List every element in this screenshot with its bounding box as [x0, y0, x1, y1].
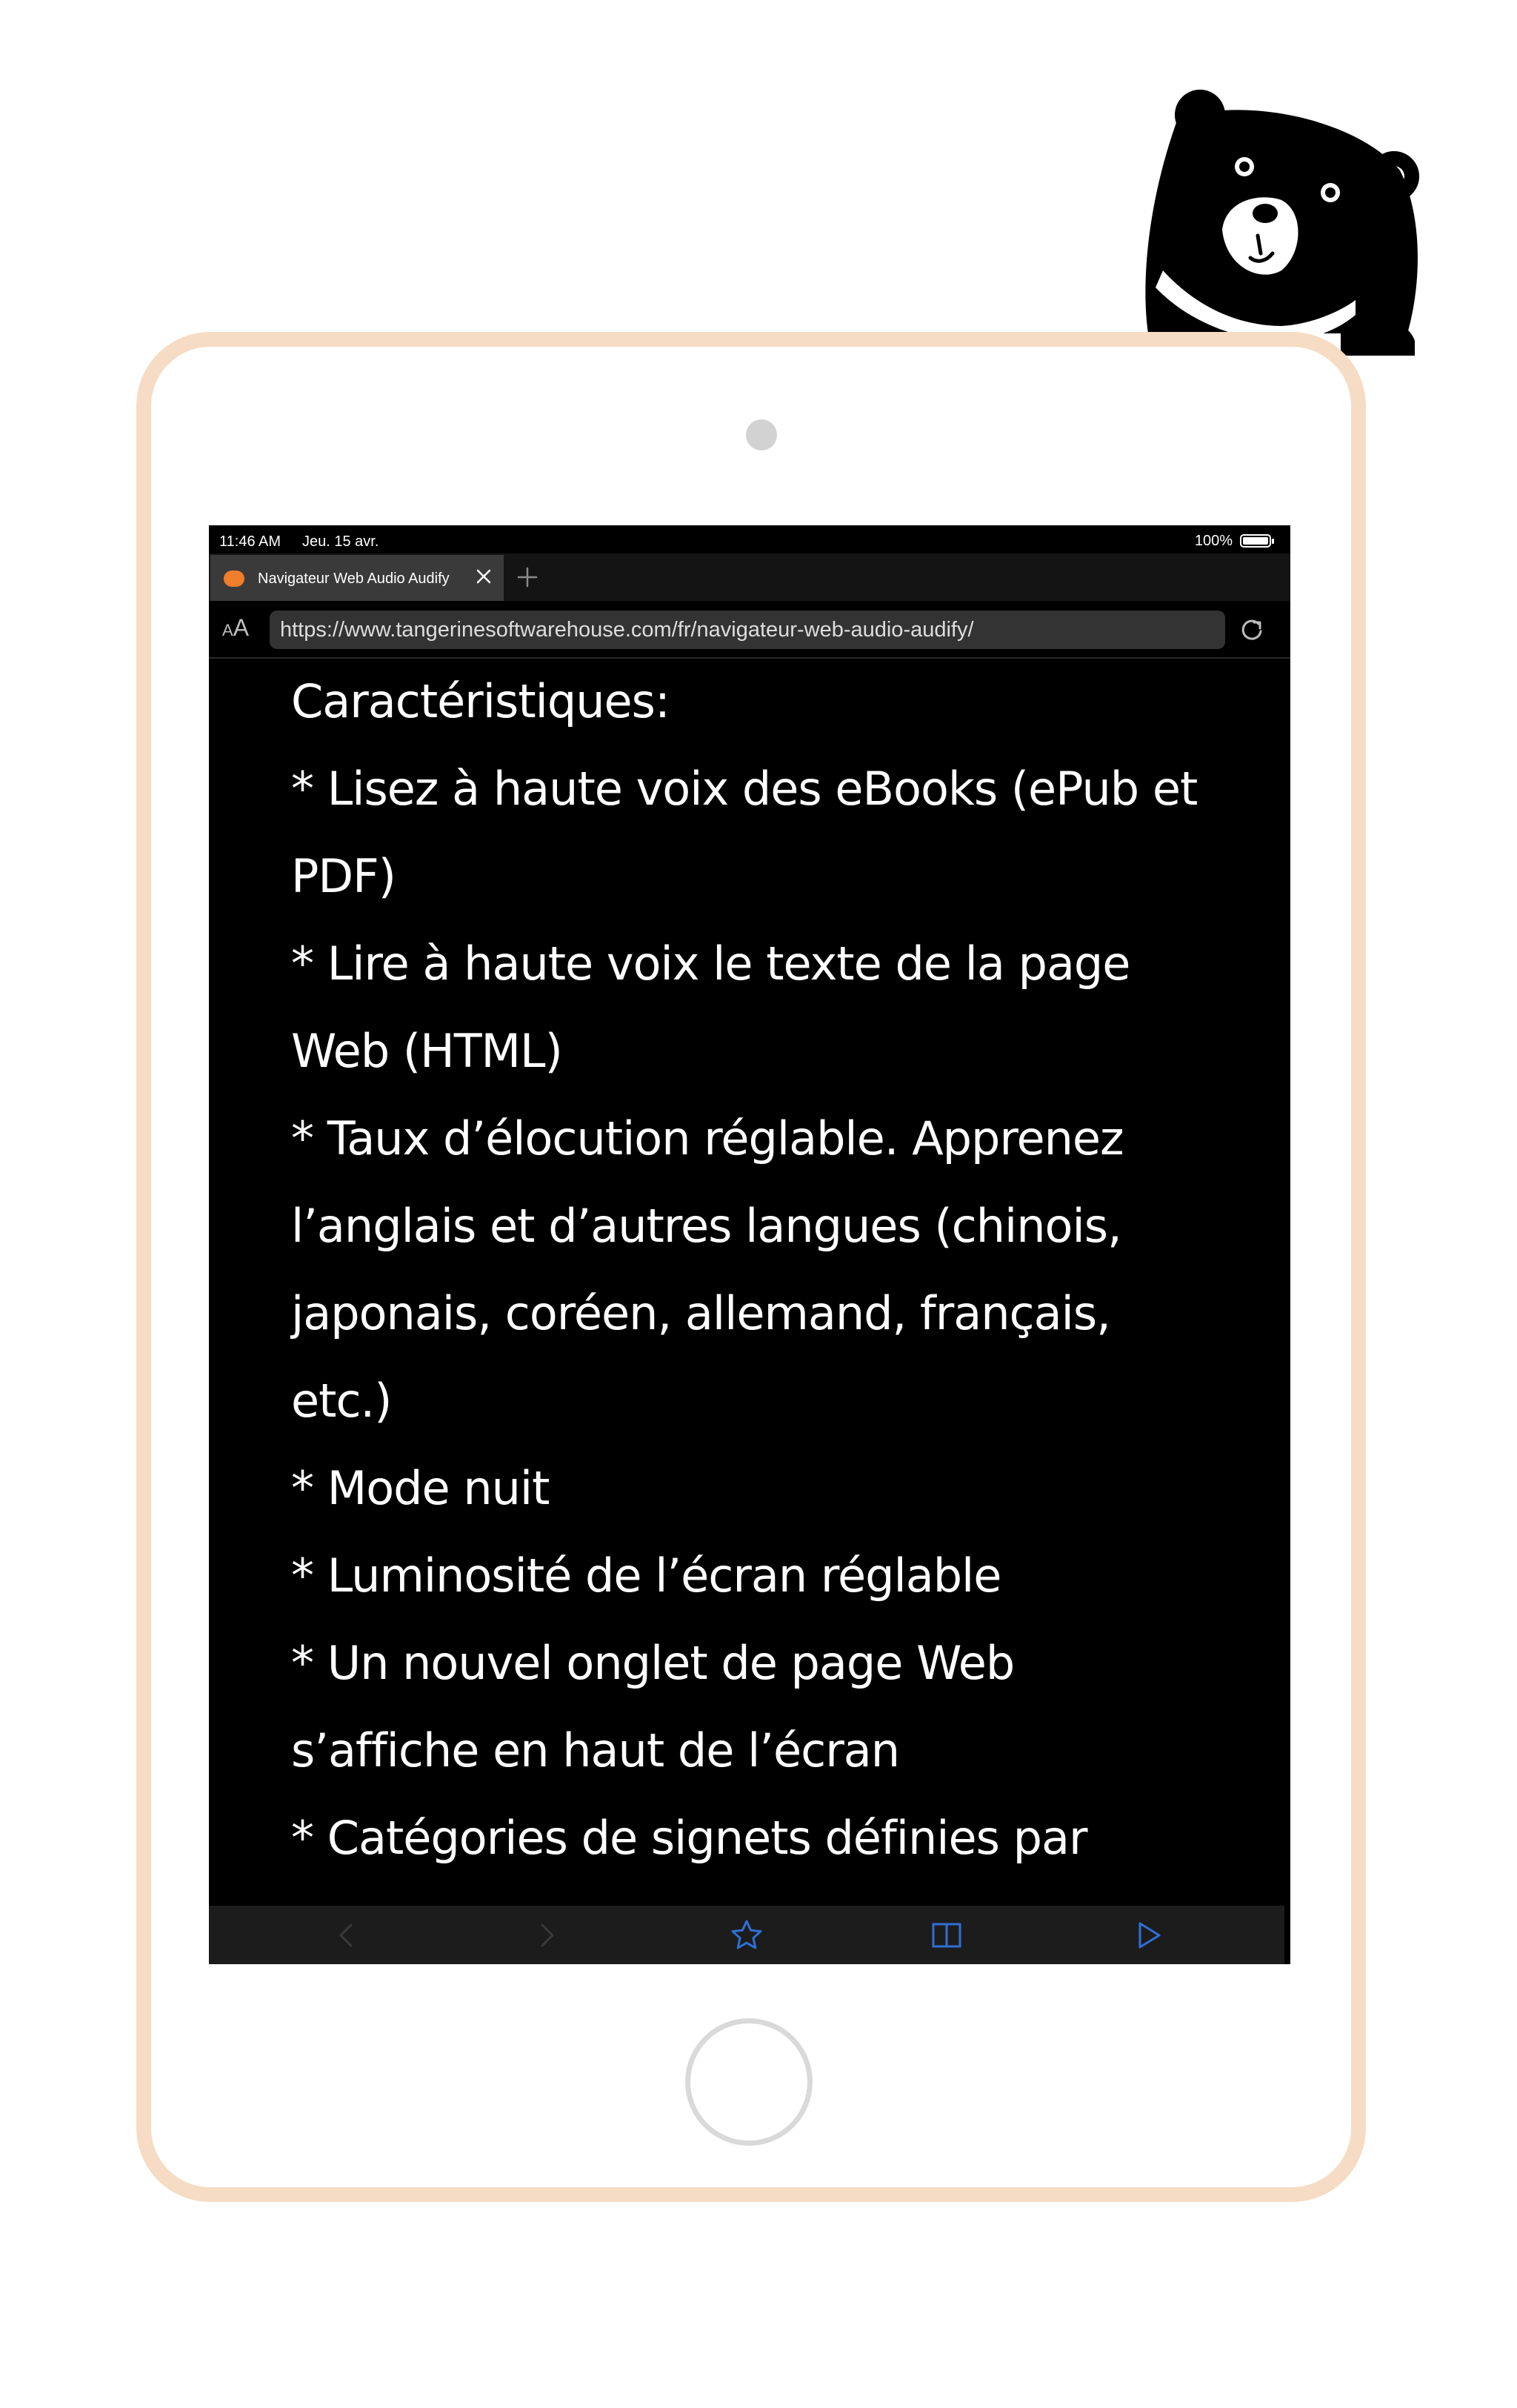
address-bar [209, 601, 1290, 659]
url-input[interactable]: https://www.tangerinesoftwarehouse.com/fr/navigateur-web-audio-audify/ [270, 611, 1225, 649]
text-size-small-label: A [222, 621, 233, 639]
content-line: Web (HTML) [291, 1024, 562, 1078]
content-line: * Lisez à haute voix des eBooks (ePub et [291, 762, 1198, 816]
back-icon[interactable] [329, 1918, 364, 1953]
status-bar [209, 525, 1290, 553]
browser-tab[interactable] [210, 555, 504, 601]
content-line: PDF) [291, 849, 396, 903]
forward-icon[interactable] [529, 1918, 564, 1953]
content-line: * Taux d’élocution réglable. Apprenez [291, 1111, 1124, 1165]
content-line: * Mode nuit [291, 1461, 550, 1515]
bear-mascot [1133, 89, 1430, 370]
text-size-button[interactable] [222, 614, 249, 642]
tablet-screen [209, 525, 1290, 1964]
status-date: Jeu. 15 avr. [302, 533, 379, 550]
bookmark-star-icon[interactable] [729, 1918, 764, 1953]
close-tab-icon[interactable] [471, 564, 496, 589]
new-tab-icon[interactable] [513, 562, 542, 592]
content-line: * Luminosité de l’écran réglable [291, 1549, 1001, 1603]
tab-bar [209, 553, 1290, 601]
split-view-icon[interactable] [929, 1918, 964, 1953]
content-line: Caractéristiques: [291, 674, 670, 728]
bottom-toolbar [209, 1906, 1284, 1964]
content-line: * Un nouvel onglet de page Web [291, 1636, 1015, 1690]
content-line: japonais, coréen, allemand, français, [291, 1286, 1110, 1340]
play-icon[interactable] [1130, 1918, 1166, 1953]
front-camera [746, 419, 777, 450]
status-time: 11:46 AM [219, 533, 281, 550]
content-line: etc.) [291, 1374, 392, 1428]
content-line: * Catégories de signets définies par [291, 1811, 1087, 1865]
text-size-big-label: A [233, 614, 250, 641]
battery-icon [1240, 534, 1271, 548]
content-line: * Lire à haute voix le texte de la page [291, 937, 1130, 991]
reload-icon[interactable] [1236, 613, 1268, 646]
battery-percentage: 100% [1194, 533, 1233, 549]
home-button[interactable] [685, 2018, 813, 2146]
page-content [291, 658, 1232, 1882]
content-line: l’anglais et d’autres langues (chinois, [291, 1199, 1121, 1253]
favicon-icon [224, 571, 244, 587]
tab-title: Navigateur Web Audio Audify [258, 571, 450, 587]
content-line: s’affiche en haut de l’écran [291, 1723, 900, 1777]
